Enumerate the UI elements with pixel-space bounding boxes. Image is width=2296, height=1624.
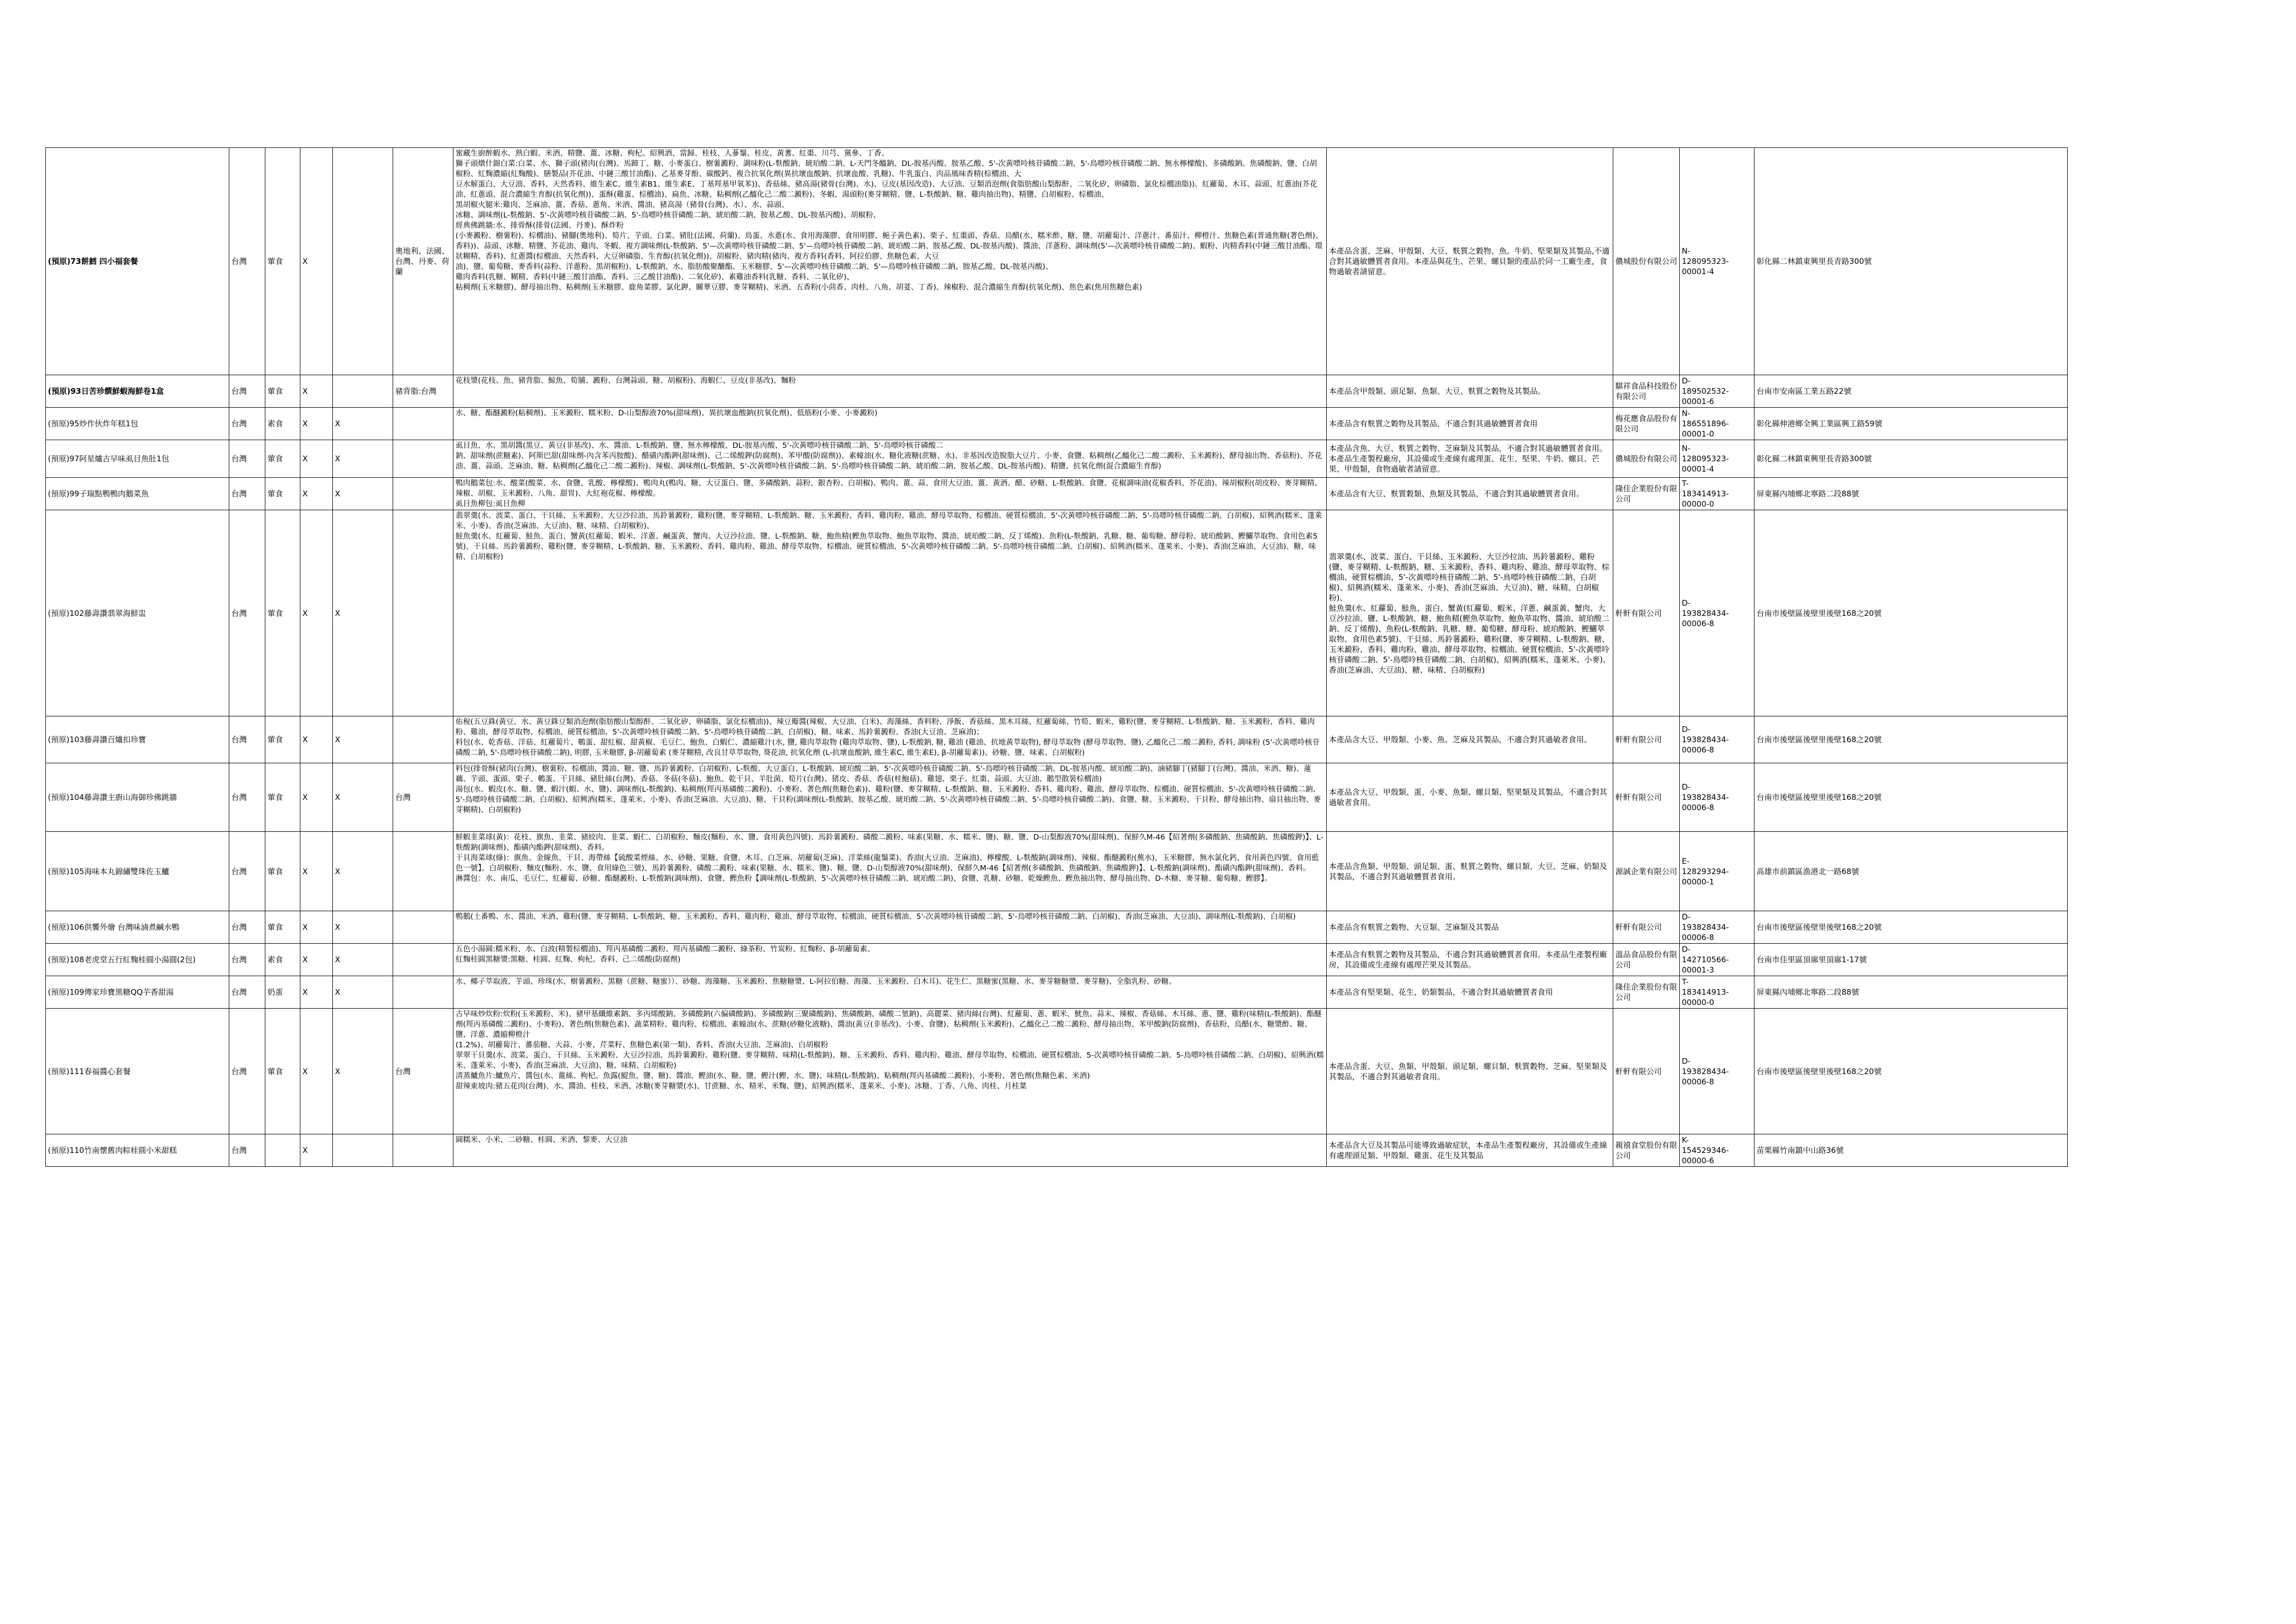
country-of-origin: 台灣 — [229, 976, 265, 1009]
diet-type — [265, 1134, 300, 1167]
mark-col-1: X — [300, 832, 333, 911]
manufacturer: 隆佳企業股份有限公司 — [1613, 976, 1680, 1009]
mark-col-2: X — [333, 911, 393, 944]
product-name: (預原)93日苦珍饌鮮蝦海鮮卷1盒 — [46, 375, 229, 408]
product-name: (預原)73餅鱈 四小福套餐 — [46, 148, 229, 375]
ingredients: 虱目魚、水、黑胡醬(黑豆、黃豆(非基改)、水、醬油、L-麩酸鈉、鹽、無水檸檬酸、DL-胺基丙酸、5'-次黃嘌呤核苷磷酸二鈉、5'-鳥嘌呤核苷磷酸二 鈉、甜味劑(蔗糖素)、阿斯巴甜(甜味劑-內含苯丙胺酸)、醋磺內酯鉀(甜味劑)、己二烯酸鉀(防腐劑)、苯甲酸(防腐劑))、素蠔油(水、糖化液糖(蔗糖、水)、非基因改造脫脂大豆片、小麥、食鹽、粘稠劑(乙醯化己二酸二澱粉、玉米澱粉)、酵母抽出物、香菇粉)、芥花油、薑、蒜頭、芝麻油、糖、粘稠劑(乙醯化己二酸二澱粉)、辣椒、調味劑(L-麩酸鈉、5'-次黃嘌呤核苷磷酸二鈉、5'-鳥嘌呤核苷磷酸二鈉、琥珀酸二鈉、胺基乙酸、DL-胺基丙酸)、精鹽、抗氧化劑(混合濃縮生育醇) — [453, 440, 1327, 478]
registration-number: D- 142710566- 00001-3 — [1680, 944, 1754, 976]
diet-type: 葷食 — [265, 375, 300, 408]
registration-number: D- 193828434- 00006-8 — [1680, 763, 1754, 832]
meat-origin — [393, 1134, 453, 1167]
product-name: (預原)99子瑞點鴨鴨肉鵝菜魚 — [46, 478, 229, 510]
country-of-origin: 台灣 — [229, 375, 265, 408]
diet-type: 素食 — [265, 944, 300, 976]
manufacturer-address: 屏東縣內埔鄉北寧路二段88號 — [1754, 976, 2068, 1009]
mark-col-1: X — [300, 944, 333, 976]
product-name: (預原)104藤壽讚主廚山海御珍佛跳牆 — [46, 763, 229, 832]
registration-number: D- 193828434- 00006-8 — [1680, 510, 1754, 716]
meat-origin — [393, 716, 453, 763]
table-row — [46, 716, 2068, 763]
registration-number: D- 189502532- 00001-6 — [1680, 375, 1754, 408]
registration-number: T- 183414913- 00000-0 — [1680, 976, 1754, 1009]
mark-col-2: X — [333, 763, 393, 832]
manufacturer: 軒軒有限公司 — [1613, 510, 1680, 716]
diet-type: 奶蛋 — [265, 976, 300, 1009]
ingredients: 水、椰子萃取液、芋頭、珍珠(水、樹薯澱粉、黑糖（蔗糖、糖蜜））、砂糖、海藻糖、玉米澱粉、焦糖糖漿、L-阿拉伯糖、海藻、玉米澱粉、白木耳)、花生仁、黑糖蜜(黑糖、水、麥芽糖糖漿、麥芽糖)、全脂乳粉、砂糖。 — [453, 976, 1327, 1009]
manufacturer: 儂城股份有限公司 — [1613, 440, 1680, 478]
mark-col-1: X — [300, 408, 333, 440]
mark-col-2 — [333, 375, 393, 408]
allergen-notice: 本產品含蛋、大豆、魚類、甲殼類、頭足類、螺貝類、麩質穀物、芝麻、堅果類及其製品，不適合對其過敏者食用。 — [1327, 1009, 1613, 1134]
diet-type: 素食 — [265, 408, 300, 440]
registration-number: D- 193828434- 00006-8 — [1680, 1009, 1754, 1134]
allergen-notice: 本產品含大豆、甲殼類、小麥、魚、芝麻及其製品，不適合對其過敏者食用。 — [1327, 716, 1613, 763]
manufacturer: 隆佳企業股份有限公司 — [1613, 478, 1680, 510]
ingredients: 翡翠羹(水、波菜、蛋白、干貝絲、玉米澱粉、大豆沙拉油、馬鈴薯澱粉、雞粉(鹽、麥芽糊精、L-麩酸鈉、糖、玉米澱粉、香料、雞肉粉、雞油、酵母萃取物、棕櫚油、硬質棕櫚油、5'-次黃嘌呤核苷磷酸二鈉、5'-鳥嘌呤核苷磷酸二鈉、白胡椒)、紹興酒(糯米、蓬萊米、小麥)、香油(芝麻油、大豆油)、糖、味精、白胡椒粉)、 鮭魚羹(水、紅蘿蔔、鮭魚、蛋白、蟹黃(紅蘿蔔、蝦米、洋蔥、鹹蛋黃、蟹肉、大豆沙拉油、鹽、L-麩酸鈉、糖、鮑魚精(鰹魚萃取物、鮑魚萃取物、醬油、琥珀酸二鈉、反丁烯酸)、魚粉(L-麩酸鈉、乳糖、糖、葡萄糖、酵母粉、琥珀酸鈉、鰹鱺萃取物、食用色素5號)、干貝絲、馬鈴薯澱粉、雞粉(鹽、麥芽糊精、L-麩酸鈉、糖、玉米澱粉、香料、雞肉粉、雞油、酵母萃取物、棕櫚油、硬質棕櫚油、5'-次黃嘌呤核苷磷酸二鈉、5'-鳥嘌呤核苷磷酸二鈉、白胡椒)、紹興酒(糯米、蓬萊米、小麥)、香油(芝麻油、大豆油)、糖、味精、白胡椒粉) — [453, 510, 1327, 716]
manufacturer: 親禧食堂股份有限公司 — [1613, 1134, 1680, 1167]
country-of-origin: 台灣 — [229, 716, 265, 763]
allergen-notice: 本產品含有麩質之穀物及其製品，不適合對其過敏體質者食用 — [1327, 408, 1613, 440]
product-name: (預原)109傳家珍寶黑糖QQ芋香甜湯 — [46, 976, 229, 1009]
diet-type: 葷食 — [265, 440, 300, 478]
manufacturer-address: 高雄市前鎮區漁港北一路68號 — [1754, 832, 2068, 911]
product-name: (預原)106供饗外燴 台灣味滷煮鹹水鴨 — [46, 911, 229, 944]
country-of-origin: 台灣 — [229, 763, 265, 832]
ingredients: 古早味炒炊粉:炊粉(玉米澱粉、米)、豬甲基纖維素鈉、多丙烯酸鈉、多磷酸鈉(六偏磷酸鈉)、多磷酸鈉(三聚磷酸鈉)、焦磷酸鈉、磷酸二氫鈉)、高麗菜、豬肉絲(台灣)、紅蘿蔔、蔥、蝦米、魷魚、蒜末、辣椒、香菇絲、木耳絲、蔥、鹽、雞粉(味精(L-麩酸鈉)、酯醚劑(羥丙基磷酸二澱粉)、小麥粉)、著色劑(焦糖色素)、蔬菜精粉、雞肉粉、棕櫚油、素蠔油(水、蔗糖(砂糖化液糖)、醬油(黃豆(非基改)、小麥、食鹽)、粘稠劑(玉米澱粉)、乙醯化己二酸二澱粉、酵母抽出物、苯甲酸鈉(防腐劑)、香菇粉、烏醋(水、糖漿酢、糖、鹽、洋蔥、濃縮柳橙汁 (1.2%)、胡蘿蔔汁、蕃茄糖、大蒜、小麥、芹菜籽、焦糖色素(第一類)、香料、香油(大豆油、芝麻油)、白胡椒粉 翠翠干貝羹(水、波菜、蛋白、干貝絲、玉米澱粉、大豆沙拉油、馬鈴薯澱粉、雞粉(鹽、麥芽糊精、味精(L-麩酸鈉)、糖、玉米澱粉、香料、雞肉粉、雞油、酵母萃取物、棕櫚油、硬質棕櫚油、5-次黃嘌呤核苷磷酸二鈉、5-鳥嘌呤核苷磷酸二鈉、白胡椒)、紹興酒(糯米、蓬萊米、小麥)、香油(芝麻油、大豆油)、糖、味精、白胡椒粉) 清蒸鱸魚片:鱸魚片、醬包(水、薑絲、枸杞、魚露(鯷魚、鹽、糖)、醬油、鰹油(水、糖、鹽、鰹汁(鰹、水、鹽)、味精(L-麩酸鈉)、粘稠劑(羥丙基磷酸二澱粉)、小麥粉、著色劑(焦糖色素、米酒) 甜辣東坡肉:豬五花肉(台灣)、水、醬油、桂枝、米酒、冰糖(麥芽糖漿(水)、甘蔗糖、水、精米、米麴、鹽)、紹興酒(糯米、蓬萊米、小麥)、冰糖、丁香、八角、肉桂、月桂葉 — [453, 1009, 1327, 1134]
table-row — [46, 1009, 2068, 1134]
country-of-origin: 台灣 — [229, 1009, 265, 1134]
diet-type: 葷食 — [265, 832, 300, 911]
manufacturer-address: 屏東縣內埔鄉北寧路二段88號 — [1754, 478, 2068, 510]
mark-col-1: X — [300, 148, 333, 375]
mark-col-1: X — [300, 976, 333, 1009]
ingredients: 五色小湯圓:糯米粉、水、白波(精製棕櫚油)、羥丙基磷酸二澱粉、羥丙基磷酸二澱粉、綠茶粉、竹炭粉、紅麴粉、β-胡蘿蔔素、 紅麴桂圓黑糖漿:黑糖、桂圓、紅麴、枸杞、香料、己二烯酸(防腐劑) — [453, 944, 1327, 976]
meat-origin — [393, 911, 453, 944]
table-row — [46, 478, 2068, 510]
ingredients: 料包(排骨酥(豬肉(台灣)、樹薯粉、棕櫚油、醬油、糖、鹽、馬鈴薯澱粉、白胡椒粉、L-麩酸、大豆蛋白、L-麩酸鈉、琥珀酸二鈉、5'-次黃嘌呤核苷磷酸二鈉、5'-鳥嘌呤核苷磷酸二鈉、DL-胺基丙酸、琥珀酸二鈉)、滷豬腳丁(豬腳丁(台灣)、醬油、米酒、糖)、蓮藕、芋頭、蛋頭、栗子、鵪蛋、干貝絲、豬肚絲(台灣)、香菇、冬菇(冬菇)、鮑魚、乾干貝、羊肚菌、筍片(台灣)、猪皮、香菇、香菇(桂鮑菇)、雞翅、栗子、紅棗、蒜頭、大豆油、鵝型散裝棕櫚油) 湯包(水、蝦皮(水、糖、鹽、蝦汁(蝦、水、鹽)、調味劑(L-麩酸鈉)、粘稠劑(羥丙基磷酸二澱粉)、小麥粉、著色劑(焦糖色素))、雞粉(鹽、麥芽糊精、L-麩酸鈉、糖、玉米澱粉、香料、雞肉粉、雞油、酵母萃取物、棕櫚油、硬質棕櫚油、5'-次黃嘌呤核苷磷酸二鈉、5'-鳥嘌呤核苷磷酸二鈉、白胡椒)、紹興酒(糯米、蓬萊米、小麥)、香油(芝麻油、大豆油)、糖、干貝粉(調味劑(L-麩酸鈉、胺基乙酸、琥珀酸二鈉、5'-次黃嘌呤核苷磷酸二鈉、5'-鳥嘌呤核苷磷酸二鈉)、食鹽、糖、玉米澱粉、干貝粉、酵母抽出物、扇貝抽出物、麥芽糊精)、白胡椒粉) — [453, 763, 1327, 832]
registration-number: D- 193828434- 00006-8 — [1680, 716, 1754, 763]
manufacturer: 儂城股份有限公司 — [1613, 148, 1680, 375]
diet-type: 葷食 — [265, 510, 300, 716]
product-name: (預原)95炒作伙炸年糕1包 — [46, 408, 229, 440]
product-table — [45, 147, 2068, 1167]
diet-type: 葷食 — [265, 148, 300, 375]
mark-col-1: X — [300, 716, 333, 763]
mark-col-1: X — [300, 440, 333, 478]
registration-number: N- 128095323- 00001-4 — [1680, 440, 1754, 478]
diet-type: 葷食 — [265, 1009, 300, 1134]
country-of-origin: 台灣 — [229, 440, 265, 478]
product-name: (預原)105海味本丸錦繡雙珠佐玉鱸 — [46, 832, 229, 911]
mark-col-2: X — [333, 478, 393, 510]
manufacturer: 軒軒有限公司 — [1613, 763, 1680, 832]
meat-origin — [393, 944, 453, 976]
country-of-origin: 台灣 — [229, 408, 265, 440]
manufacturer: 軒軒有限公司 — [1613, 1009, 1680, 1134]
mark-col-2: X — [333, 716, 393, 763]
diet-type: 葷食 — [265, 911, 300, 944]
ingredients: 圓糯米、小米、二砂糖、桂圓、米酒、黎麥、大豆油 — [453, 1134, 1327, 1167]
mark-col-2: X — [333, 832, 393, 911]
table-row — [46, 440, 2068, 478]
registration-number: E- 128293294- 00000-1 — [1680, 832, 1754, 911]
meat-origin: 奧地利、法國、台灣、丹麥、荷蘭 — [393, 148, 453, 375]
registration-number: N- 186551896- 00001-0 — [1680, 408, 1754, 440]
meat-origin — [393, 976, 453, 1009]
meat-origin: 台灣 — [393, 1009, 453, 1134]
manufacturer-address: 台南市後壁區後壁里後壁168之20號 — [1754, 1009, 2068, 1134]
product-name: (預原)108老虎堂五行紅麴桂圓小湯圓(2包) — [46, 944, 229, 976]
manufacturer: 軒軒有限公司 — [1613, 716, 1680, 763]
meat-origin: 台灣 — [393, 763, 453, 832]
product-name: (預原)103藤壽讚百爐扣珍寶 — [46, 716, 229, 763]
ingredients: 鴨肉鵝菜包:水、酸菜(酸菜、水、食鹽、乳酸、檸檬酸)、鴨肉丸(鴨肉、糖、大豆蛋白、鹽、多磷酸鈉、蒜粉、銀杏粉、白胡椒)、鴨肉、薑、蒜、食用大豆油、薑、黃酒、醋、砂糖、L-麩酸鈉、食鹽、花椒調味油(花椒香料、芥花油)、辣胡椒粉(胡皮粉、麥芽糊精、辣椒、胡椒、玉米澱粉、八角、甜胃)、大紅袍花椒、檸檬酸。 虱目魚柳包:虱目魚柳 — [453, 478, 1327, 510]
table-row — [46, 763, 2068, 832]
ingredients: 花枝漿(花枝、魚、豬背脂、鯨魚、筍脯、澱粉、台灣蒜頭、糖、胡椒粉)、海蝦仁、豆皮(非基改)、麵粉 — [453, 375, 1327, 408]
manufacturer-address: 台南市後壁區後壁里後壁168之20號 — [1754, 510, 2068, 716]
allergen-notice: 本產品含有麩質之穀物及其製品，不適合對其過敏體質者食用。本產品生產製程廠房，其設備或生產線有處理芒果及其製品。 — [1327, 944, 1613, 976]
manufacturer: 梅花應食品股份有限公司 — [1613, 408, 1680, 440]
mark-col-2: X — [333, 944, 393, 976]
manufacturer: 源誠企業有限公司 — [1613, 832, 1680, 911]
table-row — [46, 832, 2068, 911]
table-row — [46, 1134, 2068, 1167]
manufacturer-address: 台南市後壁區後壁里後壁168之20號 — [1754, 763, 2068, 832]
registration-number: K- 154529346- 00000-6 — [1680, 1134, 1754, 1167]
table-row — [46, 510, 2068, 716]
product-name: (預原)97阿星爐古早味虱目魚肚1包 — [46, 440, 229, 478]
diet-type: 葷食 — [265, 763, 300, 832]
ingredients: 蜜藏生廚醉蝦水、熟白蝦、米酒、精鹽、薑、冰糖、枸杞、紹興酒、當歸、桂枝、人蔘鬚、桂皮、黃蓍、紅棗、川芎、黨參、丁香、 獅子頭燉什錦白菜:白菜、水、獅子頭(豬肉(台灣)、馬蹄丁、糖、小麥蛋白、樹薯澱粉、調味粉(L-麩酸鈉、琥珀酸二鈉、L-天門冬醯鈉、DL-胺基丙酸、胺基乙酸、5'-次黃嘌呤核苷磷酸二鈉、5'-鳥嘌呤核苷磷酸二鈉、無水檸檬酸)、多磷酸鈉、焦磷酸鈉、鹽、白胡椒粉、紅麴濃縮(紅麴酸)、膳製品(芥花油、中鏈三酸甘油酯)、乙基麥芽酚、碳酸鈣、複合抗氧化劑(異抗壞血酸鈉、抗壞血酸、乳糖)、牛乳蛋白、肉品風味香精(棕櫚油、大 豆水解蛋白、大豆油、香料、天然香料、維生素C、維生素B1、維生素E、丁基羥基甲氧苯))、香菇絲、豬高湯(豬骨(台灣)、水)、豆皮(基因改造)、大豆油、豆類消泡劑(食脂肪酸山梨醇酐、二氧化矽、卵磷脂、氯化棕櫚油脂))、紅蘿蔔、木耳、蒜頭、紅蔥油(芥花油、紅蔥頭、混合濃縮生育醇(抗氧化劑))、蛋酥(雞蛋、棕櫚油)、扁魚、冰糖、粘稠劑(乙醯化己二酸二澱粉)、冬蝦、湯頭粉(麥芽糊精、鹽、L-麩酸鈉、糖、雞肉抽出物)、精鹽、白胡椒粉、棕櫚油、 黑胡椒火腿米:雞肉、芝麻油、薑、香菇、蔥角、米酒、醬油、豬高湯（豬骨(台灣)、水）、水、蒜頭、 冰糖、調味劑(L-麩酸鈉、5'-次黃嘌呤核苷磷酸二鈉、5'-鳥嘌呤核苷磷酸二鈉、琥珀酸二鈉、胺基乙酸、DL-胺基丙酸)、胡椒粉、 經典佛跳牆:水、排骨酥(排骨(法國、丹麥)、酥炸粉 (小麥澱粉、樹薯粉)、棕櫚油)、豬腳(奧地利)、筍片、芋頭、白菜、豬肚(法國、荷蘭)、鳥蛋、水蔥(水、食用海藻膠、食用明膠、梔子黃色素)、栗子、紅棗頭、香菇、烏醋(水、糯米酢、糖、鹽、胡蘿蔔汁、洋蔥汁、番茄汁、柳橙汁、焦糖色素(普通焦糖(著色劑)、香料))、蒜頭、冰糖、精鹽、芥花油、雞肉、冬蝦、複方調味劑(L-麩酸鈉、5'—次黃嘌呤核苷磷酸二鈉、5'—鳥嘌呤核苷磷酸二鈉、琥珀酸二鈉、胺基乙酸、DL-胺基丙酸)、醬油、洋蔥粉、調味劑(5'—次黃嘌呤核苷磷酸二鈉)、蝦粉、肉精香料(中鏈三酸甘油酯、環狀糊精、香料)、紅蔥醬(棕櫚油、天然香料、大豆卵磷脂、生育醇(抗氧化劑))、胡椒粉、豬肉精(豬肉、複方香料(香料、阿拉伯膠、焦糖色素、大豆 油)、鹽、葡萄糖、麥香料(蒜粉、洋蔥粉、黑胡椒粉)、L-麩酸鈉、水、脂肪酸聚醣酯、玉米糖膠、5'—次黃嘌呤核苷磷酸二鈉、5'—鳥嘌呤核苷磷酸二鈉、胺基乙酸、DL-胺基丙酸)、 雞肉香料(乳糖、糊精、香料(中鏈三酸甘油酯、香料、三乙酸甘油酯)、二氧化矽)、素雞油香料(乳糖、香料、二氧化矽)、 粘稠劑(玉米糖膠)、酵母抽出物、粘稠劑(玉米糖膠、鹿角菜膠、氯化鉀、關華豆膠、麥芽糊精)、米酒、五香粉(小茴香、肉桂、八角、胡荽、丁香)、辣椒粉、混合濃縮生育醇(抗氧化劑)、焦色素(焦用焦糖色素) — [453, 148, 1327, 375]
country-of-origin: 台灣 — [229, 1134, 265, 1167]
allergen-notice: 本產品含有麩質之穀物、大豆類、芝麻類及其製品 — [1327, 911, 1613, 944]
manufacturer-address: 台南市佳里區頂廍里頂廍1-17號 — [1754, 944, 2068, 976]
meat-origin — [393, 510, 453, 716]
allergen-notice: 翡翠羹(水、波菜、蛋白、干貝絲、玉米澱粉、大豆沙拉油、馬鈴薯澱粉、雞粉(鹽、麥芽糊精、L-麩酸鈉、糖、玉米澱粉、香料、雞肉粉、雞油、酵母萃取物、棕櫚油、硬質棕櫚油、5'-次黃嘌呤核苷磷酸二鈉、5'-鳥嘌呤核苷磷酸二鈉、白胡椒)、紹興酒(糯米、蓬萊米、小麥)、香油(芝麻油、大豆油)、糖、味精、白胡椒粉)、 鮭魚羹(水、紅蘿蔔、鮭魚、蛋白、蟹黃(紅蘿蔔、蝦米、洋蔥、鹹蛋黃、蟹肉、大豆沙拉油、鹽、L-麩酸鈉、糖、鮑魚精(鰹魚萃取物、鮑魚萃取物、醬油、琥珀酸二鈉、反丁烯酸)、魚粉(L-麩酸鈉、乳糖、糖、葡萄糖、酵母粉、琥珀酸鈉、鰹鱺萃取物、食用色素5號)、干貝絲、馬鈴薯澱粉、雞粉(鹽、麥芽糊精、L-麩酸鈉、糖、玉米澱粉、香料、雞肉粉、雞油、酵母萃取物、棕櫚油、硬質棕櫚油、5'-次黃嘌呤核苷磷酸二鈉、5'-鳥嘌呤核苷磷酸二鈉、白胡椒)、紹興酒(糯米、蓬萊米、小麥)、香油(芝麻油、大豆油)、糖、味精、白胡椒粉) — [1327, 510, 1613, 716]
mark-col-1: X — [300, 1009, 333, 1134]
manufacturer: 騏祥食品科技股份有限公司 — [1613, 375, 1680, 408]
mark-col-1: X — [300, 763, 333, 832]
mark-col-2: X — [333, 440, 393, 478]
country-of-origin: 台灣 — [229, 148, 265, 375]
meat-origin: 豬背脂:台灣 — [393, 375, 453, 408]
manufacturer-address: 彰化縣伸港鄉全興工業區興工路59號 — [1754, 408, 2068, 440]
allergen-notice: 本產品含有大豆、麩質穀類、魚類及其製品，不適合對其過敏體質者食用。 — [1327, 478, 1613, 510]
allergen-notice: 本產品含魚類、甲殼類、頭足類、蛋、麩質之穀物、螺貝類、大豆、芝麻、奶類及其製品，不適合對其過敏體質者食用。 — [1327, 832, 1613, 911]
manufacturer-address: 台南市後壁區後壁里後壁168之20號 — [1754, 716, 2068, 763]
manufacturer-address: 彰化縣二林鎮東興里長青路300號 — [1754, 148, 2068, 375]
manufacturer-address: 台南市後壁區後壁里後壁168之20號 — [1754, 911, 2068, 944]
ingredients: 水、糖、酯醚澱粉(粘稠劑)、玉米澱粉、糯米粉、D-山梨醇液70%(甜味劑)、異抗壞血酸鈉(抗氧化劑)、低筋粉(小麥、小麥澱粉) — [453, 408, 1327, 440]
country-of-origin: 台灣 — [229, 944, 265, 976]
registration-number: N- 128095323- 00001-4 — [1680, 148, 1754, 375]
diet-type: 葷食 — [265, 716, 300, 763]
diet-type: 葷食 — [265, 478, 300, 510]
allergen-notice: 本產品含魚、大豆、麩質之穀物、芝麻類及其製品，不適合對其過敏體質者食用。本產品生產製程廠房，其設備或生產線有處理蛋、花生、堅果、牛奶、螺貝、芒果、甲殼類，食物過敏者請留意。 — [1327, 440, 1613, 478]
mark-col-1: X — [300, 1134, 333, 1167]
allergen-notice: 本產品含大豆、甲殼類、蛋、小麥、魚類、螺貝類、堅果類及其製品，不適合對其過敏者食用。 — [1327, 763, 1613, 832]
manufacturer-address: 彰化縣二林鎮東興里長青路300號 — [1754, 440, 2068, 478]
allergen-notice: 本產品含甲殼類、頭足類、魚類、大豆、麩質之穀物及其製品。 — [1327, 375, 1613, 408]
mark-col-1: X — [300, 911, 333, 944]
mark-col-2 — [333, 148, 393, 375]
manufacturer-address: 台南市安南區工業五路22號 — [1754, 375, 2068, 408]
country-of-origin: 台灣 — [229, 478, 265, 510]
registration-number: T- 183414913- 00000-0 — [1680, 478, 1754, 510]
table-row — [46, 944, 2068, 976]
allergen-notice: 本產品含有堅果類、花生、奶類製品，不適合對其過敏體質者食用 — [1327, 976, 1613, 1009]
mark-col-2 — [333, 1134, 393, 1167]
product-name: (預原)102藤壽讚翡翠海鮮盅 — [46, 510, 229, 716]
table-row — [46, 408, 2068, 440]
ingredients: 鮮蝦韭菜球(黃)：花枝、旗魚、韭菜、豬絞肉、韭菜、蝦仁、白胡椒粉、麵皮(麵粉、水、鹽、食用黃色四號)、馬鈴薯澱粉、磷酸二澱粉、味素(果糖、水、糯米、鹽)、糖、鹽、D-山梨醇液70%(甜味劑)、保鮮久M-46【紹著劑(多磷酸鈉、焦磷酸鈉、焦磷酸鉀)】、L-麩酸鈉(調味劑)、酯磺內酯鉀(甜味劑)、香料。 干貝海菜球(綠)：旗魚、金線魚、干貝、海帶絲【硫酸菜煙絲、水、砂糖、果糖、食鹽、木耳、白芝麻、胡蘿蔔(芝麻)、洋菜絲(龍鬚菜)、香油(大豆油、芝麻油)、檸檬酸、L-麩酸鈉(調味劑)、辣椒、酯醚澱粉(蕪水)、玉米糖膠、無水氯化鈣、食用黃色四號、食用藍色一號】、白胡椒粉、麵皮(麵粉、水、鹽、食用綠色三號)、馬鈴薯澱粉、磷酸二澱粉、味素(果糖、水、糯米、鹽)、糖、鹽、D-山梨醇液70%(甜味劑)、保鮮久M-46【紹著劑(多磷酸鈉、焦磷酸鈉、焦磷酸鉀)】、L-麩酸鈉(調味劑)、酯磺內酯鉀(甜味劑)、香料。 淋醬包：水、南瓜、毛豆仁、紅蘿蔔、砂糖、酯醚澱粉、L-麩酸鈉(調味劑)、食鹽、鰹魚粉【調味劑(L-麩酸鈉、5'-次黃嘌呤核苷磷酸二鈉、琥珀酸二鈉)、食鹽、乳糖、砂糖、乾燥鰹魚、鰹魚抽出物、酵母抽出物、D-木糖、麥芽糖、葡萄糖、鰹膠】。 — [453, 832, 1327, 911]
registration-number: D- 193828434- 00006-8 — [1680, 911, 1754, 944]
table-row — [46, 148, 2068, 375]
allergen-notice: 本產品含蛋、芝麻、甲殼類、大豆、麩質之穀物、魚、牛奶、堅果類及其製品,不適合對其過敏體質者食用。本產品與花生、芒果、螺貝類的產品於同一工廠生產，食物過敏者請留意。 — [1327, 148, 1613, 375]
manufacturer: 溫品食品股份有限公司 — [1613, 944, 1680, 976]
ingredients: 佑稅(五豆銖(黃豆、水、黃豆銖豆類消泡劑(脂肪酸山梨醇酐、二氧化矽、卵磷脂、氯化棕櫚油))、辣豆瓣醬(辣椒、大豆油、白米)、海藻絲、香料粉、淨飯、香菇絲、黑木耳絲、紅蘿蔔絲、竹筍、蝦米、雞粉(鹽、麥芽糊精、L-麩酸鈉、糖、玉米澱粉、香料、雞肉粉、雞油、酵母萃取物、棕櫚油、硬質棕櫚油、5'-次黃嘌呤核苷磷酸二鈉、5'-鳥嘌呤核苷磷酸二鈉、白胡椒)、糖、味素、馬鈴薯澱粉、香油(大豆油、芝麻油)； 料包(水、乾香菇、洋菇、紅蘿蔔片、鵪蛋、甜紅椒、甜黃椒、毛豆仁、鮑魚、白蝦仁、濃縮雞汁(水, 鹽, 雞肉萃取物 (雞肉萃取物、鹽), L-麩酸鈉, 糖, 雞油 (雞油、抗地黃萃取物), 酵母萃取物 (酵母萃取物、鹽), 乙醯化己二酸二澱粉, 香料, 調味粉 (5'-次黃嘌呤核苷磷酸二鈉, 5'-鳥嘌呤核苷磷酸二鈉), 明膠, 玉米糖膠, β-胡蘿蔔素 (麥芽糊精, 改良甘草萃取物, 葵花油, 抗氧化劑 (L-抗壞血酸鈉, 維生素C, 維生素E), β-胡蘿蔔素))、砂糖、鹽、味素、白胡椒粉) — [453, 716, 1327, 763]
meat-origin — [393, 408, 453, 440]
country-of-origin: 台灣 — [229, 832, 265, 911]
mark-col-2: X — [333, 976, 393, 1009]
country-of-origin: 台灣 — [229, 510, 265, 716]
meat-origin — [393, 832, 453, 911]
mark-col-1: X — [300, 375, 333, 408]
allergen-notice: 本產品含大豆及其製品可能導致過敏症狀，本產品生產製程廠房，其設備或生產線有處理頭足類、甲殼類、雞蛋、花生及其製品 — [1327, 1134, 1613, 1167]
country-of-origin: 台灣 — [229, 911, 265, 944]
product-name: (預原)111春福醬心套餐 — [46, 1009, 229, 1134]
table-row — [46, 375, 2068, 408]
ingredients: 鴨鵝(土番鴨、水、醬油、米酒、雞粉(鹽、麥芽糊精、L-麩酸鈉、糖、玉米澱粉、香料、雞肉粉、雞油、酵母萃取物、棕櫚油、硬質棕櫚油、5'-次黃嘌呤核苷磷酸二鈉、5'-鳥嘌呤核苷磷酸二鈉、白胡椒)、香油(芝麻油、大豆油)、調味劑(L-麩酸鈉)、白胡椒) — [453, 911, 1327, 944]
meat-origin — [393, 440, 453, 478]
manufacturer: 軒軒有限公司 — [1613, 911, 1680, 944]
table-row — [46, 976, 2068, 1009]
product-name: (預原)110竹南懷舊肉粽桂圓小米甜糕 — [46, 1134, 229, 1167]
mark-col-2: X — [333, 408, 393, 440]
manufacturer-address: 苗栗縣竹南鎮中山路36號 — [1754, 1134, 2068, 1167]
mark-col-2: X — [333, 1009, 393, 1134]
mark-col-2: X — [333, 510, 393, 716]
mark-col-1: X — [300, 478, 333, 510]
table-row — [46, 911, 2068, 944]
mark-col-1: X — [300, 510, 333, 716]
meat-origin — [393, 478, 453, 510]
